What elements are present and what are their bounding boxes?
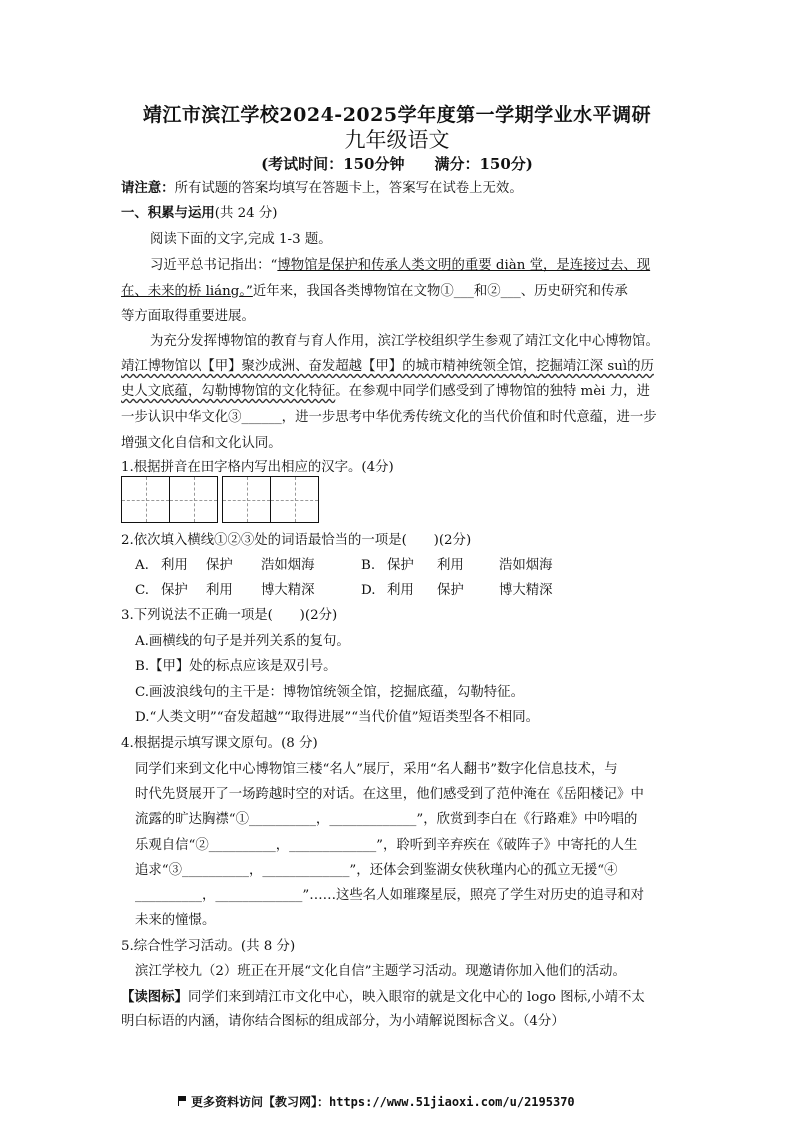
option-word: 博大精深 (499, 583, 553, 598)
q5-task-line1 (121, 987, 645, 1008)
q3-option-a: A.画横线的句子是并列关系的复句。 (135, 634, 350, 649)
option-word: 利用 (387, 583, 414, 598)
tianzige-grid (121, 476, 323, 523)
passage-p1-rest: 近年来，我国各类博物馆在文物①___和②___、历史研究和传承 (252, 284, 628, 299)
q4-line: 同学们来到文化中心博物馆三楼“名人”展厅，采用“名人翻书”数字化信息技术，与 (135, 762, 618, 777)
underlined-sentence-part1: 博物馆是保护和传承人类文明的重要 diàn 堂，是连接过去、现 (277, 258, 651, 273)
tianzige-cell[interactable] (271, 477, 318, 522)
option-word: 利用 (161, 558, 188, 573)
exam-info: (考试时间：150分钟 满分：150分) (261, 155, 533, 173)
q3-option-d: D.“人类文明”“奋发超越”“取得进展”“当代价值”短语类型各不相同。 (135, 710, 540, 725)
option-word: 保护 (387, 558, 414, 573)
passage-p2-line2 (121, 357, 654, 377)
passage-p2-line3-rest: 。在参观中同学们感受到了博物馆的独特 mèi 力，进 (335, 384, 650, 399)
q5-task-text: 同学们来到靖江市文化中心，映入眼帘的就是文化中心的 logo 图标,小靖不太 (187, 990, 645, 1005)
passage-p1-quote-open: 习近平总书记指出：“ (150, 258, 278, 273)
q5-intro: 滨江学校九（2）班正在开展“文化自信”主题学习活动。现邀请你加入他们的活动。 (135, 964, 626, 979)
tianzige-cell[interactable] (122, 477, 170, 522)
option-word: 利用 (206, 583, 233, 598)
option-word: 保护 (161, 583, 188, 598)
exam-subject: 九年级语文 (344, 128, 450, 152)
section1-intro: 阅读下面的文字,完成 1-3 题。 (150, 232, 332, 247)
tianzige-pair-2 (222, 476, 319, 523)
passage-p1-line3: 等方面取得重要进展。 (121, 309, 255, 324)
option-word: 浩如烟海 (499, 558, 553, 573)
q4-line: 未来的憧憬。 (135, 913, 216, 928)
option-letter: D. (361, 583, 376, 598)
exam-title: 靖江市滨江学校2024-2025学年度第一学期学业水平调研 (142, 104, 652, 126)
option-word: 浩如烟海 (261, 558, 315, 573)
wavy-sentence-part1: 靖江博物馆以【甲】聚沙成洲、奋发超越【甲】的城市精神统领全馆， (121, 359, 537, 374)
option-word: 保护 (437, 583, 464, 598)
passage-p2-line3 (121, 382, 650, 402)
underlined-sentence-part2: 在、未来的桥 liáng。” (121, 284, 253, 299)
section1-heading: 一、积累与运用 (121, 205, 215, 221)
q2-options-row2 (135, 581, 553, 601)
q4-line: 时代先贤展开了一场跨越时空的对话。在这里，他们感受到了范仲淹在《岳阳楼记》中 (135, 787, 644, 802)
section1-points: (共 24 分) (214, 206, 278, 221)
q5-task-line2: 明白标语的内涵，请你结合图标的组成部分，为小靖解说图标含义。（4分） (121, 1014, 565, 1029)
q2-text: 2.依次填入横线①②③处的词语最恰当的一项是( )(2分) (121, 533, 472, 548)
notice-label: 请注意： (121, 180, 175, 196)
passage-p2-line4: 一步认识中华文化③______，进一步思考中华优秀传统文化的当代价值和时代意蕴，进一步 (121, 410, 657, 425)
footer-text: 更多资料访问【教习网】：https://www.51jiaoxi.com/u/2195370 (191, 1095, 575, 1109)
q5-task-label: 【读图标】 (121, 989, 188, 1005)
passage-p2-line5: 增强文化自信和文化认同。 (121, 436, 282, 451)
passage-p1-line2 (121, 282, 628, 302)
tianzige-cell[interactable] (223, 477, 271, 522)
q4-line: 流露的旷达胸襟“①__________，_____________”，欣赏到李白在《行路难》中吟唱的 (135, 812, 638, 827)
q4-line: 追求“③__________，_____________”，还体会到鉴湖女侠秋瑾内心的孤立无援“④ (135, 863, 618, 878)
flag-icon (178, 1096, 187, 1106)
q3-option-b: B.【甲】处的标点应该是双引号。 (135, 659, 337, 674)
q5-text: 5.综合性学习活动。(共 8 分) (121, 939, 296, 954)
footer-link[interactable] (178, 1093, 575, 1110)
q3-option-c: C.画波浪线句的主干是：博物馆统领全馆，挖掘底蕴，勾勒特征。 (135, 685, 524, 700)
passage-p1-line1 (150, 256, 650, 276)
q4-line: 乐观自信“②__________，_____________”，聆听到辛弃疾在《破阵子》中寄托的人生 (135, 838, 638, 853)
wavy-sentence-part2: 挖掘靖江深 suì的历 (536, 359, 654, 374)
notice-line (121, 178, 523, 199)
option-word: 利用 (437, 558, 464, 573)
q3-text: 3.下列说法不正确一项是( )(2分) (121, 608, 338, 623)
passage-p2-line1: 为充分发挥博物馆的教育与育人作用，滨江学校组织学生参观了靖江文化中心博物馆。 (150, 334, 659, 349)
option-letter: A. (135, 558, 149, 573)
q4-text: 4.根据提示填写课文原句。(8 分) (121, 736, 318, 751)
q4-line: __________，_____________”……这些名人如璀璨星辰，照亮了学生对历史的追寻和对 (135, 888, 644, 903)
q1-text: 1.根据拼音在田字格内写出相应的汉字。(4分) (121, 460, 394, 475)
tianzige-cell[interactable] (170, 477, 217, 522)
option-letter: B. (361, 558, 376, 573)
wavy-sentence-part3: 史人文底蕴，勾勒博物馆的文化特征 (121, 384, 336, 399)
q2-options-row1 (135, 556, 553, 576)
section1-heading-line (121, 203, 278, 224)
option-letter: C. (135, 583, 150, 598)
tianzige-pair-1 (121, 476, 218, 523)
option-word: 博大精深 (261, 583, 315, 598)
notice-text: 所有试题的答案均填写在答题卡上，答案写在试卷上无效。 (174, 181, 523, 196)
option-word: 保护 (206, 558, 233, 573)
